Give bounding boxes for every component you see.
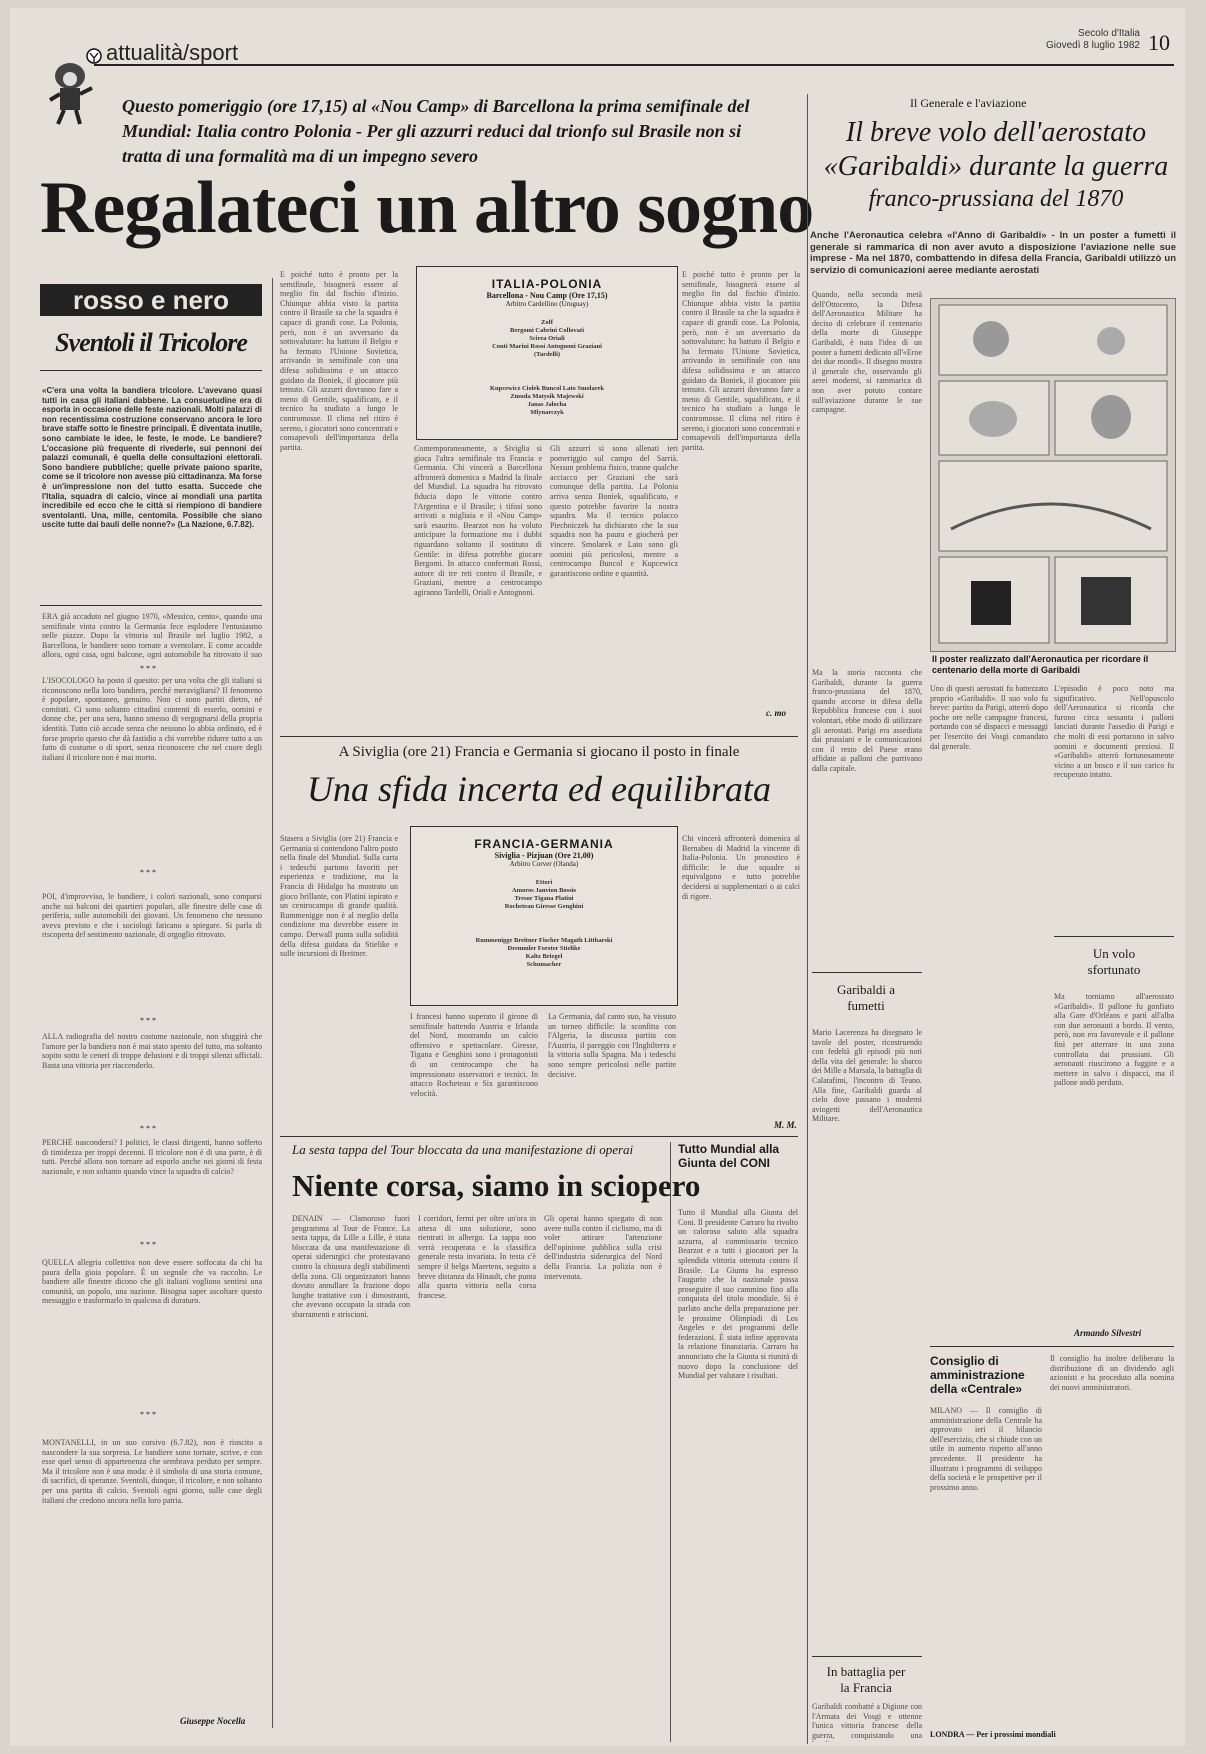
main-story-col-4: E poiché tutto è pronto per la semifinale, bisognerà essere al meglio fin dal fischio d'inizio. Chiunque abbia visto la partita contro il Brasile sa che la squadra è capace di grandi cose. La Polonia, però, non è un avversario da sottovalutare: ha battuto il Belgio e ha fermato l'Unione Sovietica, arrivando in semifinale con una difesa solidissima e un attacco guidato da Boniek, il giocatore più temuto. Gli azzurri dovranno fare a meno di Gentile, squalificato, e il tecnico ha studiato a lungo le contromosse. Il clima nel ritiro è sereno, i giocatori sono concentrati e consapevoli dell'importanza della partita. bbox=[682, 270, 800, 452]
lineup-venue: Barcellona - Nou Camp (Ore 17,15) bbox=[486, 291, 608, 300]
sidebar-byline: Giuseppe Nocella bbox=[180, 1716, 246, 1726]
lineup-box-francia-germania bbox=[410, 826, 678, 1006]
aerostat-headline-3: franco-prussiana del 1870 bbox=[868, 186, 1124, 212]
tour-story-col-2: I corridori, fermi per oltre un'ora in attesa di una soluzione, sono rientrati in albergo. La tappa non verrà recuperata e la classifica generale resta invariata. In testa c'è sempre il belga Maertens, seguito a breve distanza da Hinault, che punta alla quarta vittoria nella corsa francese. bbox=[418, 1214, 536, 1300]
sidebar-para-6: QUELLA allegria collettiva non deve essere soffocata da chi ha paura della gioia popolare. È un segnale che va raccolto. Le bandiere alle finestre dicono che gli italiani vogliono sentirsi una comunità, un popolo, una nazione. Bisogna saper ascoltare questo messaggio e trasformarlo in qualcosa di duraturo. bbox=[42, 1258, 262, 1306]
illustration-caption: Il poster realizzato dall'Aeronautica per ricordare il centenario della morte di Garibaldi bbox=[932, 654, 1149, 675]
council-box-title: Consiglio di amministrazione della «Centrale» bbox=[930, 1354, 1025, 1396]
tour-story-col-1: DENAIN — Clamoroso fuori programma al Tour de France. La sesta tappa, da Lille a Lille, è stata bloccata da una manifestazione di operai siderurgici che protestavano contro la chiusura degli stabilimenti della zona. Gli organizzatori hanno dovuto annullare la frazione dopo lunghe trattative con i dimostranti, che avevano occupato la strada con sbarramenti e striscioni. bbox=[292, 1214, 410, 1319]
section-label: attualità/sport bbox=[106, 40, 239, 65]
lineup-germany: Rummenigge Breitner Fischer Magath Littbarski Dremmler Forster Stielike Kaltz Briegel Schumacher bbox=[475, 937, 613, 968]
lineup-poland: Kupcewicz Ciolek Buncol Lato Smolarek Zmuda Matysik Majewski Janas Jalocha Mlynarczyk bbox=[490, 385, 604, 416]
box-battaglia-title: In battaglia per la Francia bbox=[826, 1664, 906, 1695]
aerostat-col-1: Quando, nella seconda metà dell'Ottocento, la Difesa dell'Aeronautica Militare ha deciso di celebrare il centenario della morte di Giuseppe Garibaldi, è nata l'idea di un poster a fumetti dedicato all'«Eroe dei due mondi». Il disegno mostra il generale che, osservando gli aerei moderni, si rammarica di non aver potuto contare sull'aviazione durante le sue campagne. bbox=[812, 290, 922, 415]
tour-story-headline: Niente corsa, siamo in sciopero bbox=[292, 1168, 701, 1203]
lineup2-title: FRANCIA-GERMANIA bbox=[474, 837, 614, 851]
aerostat-summary: Anche l'Aeronautica celebra «l'Anno di Garibaldi» - In un poster a fumetti il generale si rammarica di non aver avuto a disposizione l'aviazione nelle sue imprese - Ma nel 1870, combattendo in difesa della Francia, Garibaldi utilizzò un servizio di comunicazioni aeree mediante aerostati bbox=[810, 230, 1176, 276]
second-story-col-2: I francesi hanno superato il girone di semifinale battendo Austria e Irlanda del Nord, mostrando un calcio offensivo e spettacolare. Giresse, Tigana e Genghini sono i protagonisti di un centrocampo che ha impressionato osservatori e tecnici. In attacco Rocheteau e Six garantiscono velocità. bbox=[410, 1012, 538, 1098]
page-number: 10 bbox=[1148, 30, 1170, 55]
second-story-headline: Una sfida incerta ed equilibrata bbox=[307, 769, 771, 809]
sidebar-para-3: POI, d'improvviso, le bandiere, i colori nazionali, sono comparsi anche sui balconi dei quartieri popolari, alle finestre delle case di periferia, sulle automobili dei giovani. Un fenomeno che nessuno aveva previsto e che i sociologi faticano a spiegare. Si parla di riscoperta del sentimento nazionale, di orgoglio ritrovato. bbox=[42, 892, 262, 940]
main-headline: Regalateci un altro sogno bbox=[40, 167, 814, 249]
box-volo-title: Un volo sfortunato bbox=[1087, 946, 1141, 977]
lineup-title: ITALIA-POLONIA bbox=[491, 277, 603, 291]
box-volo-body: Ma torniamo all'aerostato «Garibaldi». Il pallone fu gonfiato alla Gare d'Orléans e partì all'alba con due aeronauti a bordo. Il vento, però, non era favorevole e il pallone finì per atterrare in una zona controllata dai prussiani. Gli aeronauti riuscirono a fuggire e a mettere in salvo i dispacci, ma il pallone andò perduto. bbox=[1054, 992, 1174, 1088]
second-story-col-3: La Germania, dal canto suo, ha vissuto un torneo difficile: la sconfitta con l'Algeria, la discussa partita con l'Austria, il pareggio con l'Inghilterra e la vittoria sulla Spagna. Ma i tedeschi sono sempre pericolosi nelle partite decisive. bbox=[548, 1012, 676, 1079]
main-story-col-2: Contemporaneamente, a Siviglia si gioca l'altra semifinale tra Francia e Germania. Chi vincerà a Barcellona affronterà domenica a Madrid la finale del Mundial. La squadra ha ritrovato fiducia dopo le vittorie contro l'Argentina e il Brasile; i tifosi sono arrivati a migliaia e il «Nou Camp» sarà esaurito. Bearzot non ha voluto anticipare la formazione ma i dubbi riguardano soltanto il sostituto di Gentile: in difesa potrebbe giocare Bergomi. In attacco confermati Rossi, autore di tre reti contro il Brasile, e Graziani, mentre a centrocampo agiranno Tardelli, Oriali e Antognoni. bbox=[414, 444, 542, 597]
second-story-col-1: Stasera a Siviglia (ore 21) Francia e Germania si contendono l'altro posto nella finale del Mundial. Sulla carta i tedeschi partono favoriti per esperienza e tradizione, ma la Francia di Hidalgo ha mostrato un gioco brillante, con Platini ispirato e un centrocampo di grande qualità. Rummenigge non è al meglio della condizione ma dovrebbe essere in campo. Derwall punta sulla solidità della difesa guidata da Stielike e sulle incursioni di Breitner. bbox=[280, 834, 398, 959]
dateline bbox=[990, 28, 1140, 52]
sidebar-para-7: MONTANELLI, in un suo corsivo (6.7.82), non è riuscito a nascondere la sua sorpresa. Le bandiere sono tornate, scrive, e con esse quel senso di appartenenza che sembrava perduto per sempre. Ma il tricolore non è una moda: è il simbolo di una storia comune, di sacrifici, di speranze. Sventoli, dunque, il tricolore, e non soltanto per una partita di calcio. Sventoli ogni giorno, sulle case degli italiani che credono ancora nella loro patria. bbox=[42, 1438, 262, 1505]
sidebar-title: Sventoli il Tricolore bbox=[55, 328, 247, 357]
sidebar-para-2: L'ISOCOLOGO ha posto il quesito: per una volta che gli italiani si riconoscono nella loro bandiera, perché meravigliarsi? Il fenomeno è popolare, spontaneo, genuino. Non ci sono partiti dietro, né comitati. Ci sono soltanto cittadini contenti di esserlo, uomini e donne che, per una sera, hanno smesso di vergognarsi della propria identità. Tutto ciò accade senza che nessuno lo abbia ordinato, ed è forse proprio questo che dà fastidio a chi vorrebbe ridurre tutto a un fatto di costume o di sport, senza riconoscere che nel cuore degli italiani il tricolore non è mai morto. bbox=[42, 676, 262, 762]
council-box-body-2: Il consiglio ha inoltre deliberato la distribuzione di un dividendo agli azionisti e ha proceduto alla nomina dei nuovi amministratori. bbox=[1050, 1354, 1174, 1392]
tour-story-col-3: Gli operai hanno spiegato di non avere nulla contro il ciclismo, ma di voler attirare l'attenzione dell'opinione pubblica sulla crisi dell'industria siderurgica del Nord della Francia. La polizia non è intervenuta. bbox=[544, 1214, 662, 1281]
sidebar-para-4: ALLA radiografia del nostro costume nazionale, non sfuggirà che l'amore per la bandiera non è mai stato spento del tutto, ma soltanto sopito sotto le ceneri di troppe delusioni e di troppi silenzi ufficiali. Basta una vittoria per riaccenderlo. bbox=[42, 1032, 262, 1070]
council-box-body: MILANO — Il consiglio di amministrazione della Centrale ha approvato ieri il bilancio dell'esercizio, che si chiude con un utile in aumento rispetto all'anno precedente. Il presidente ha illustrato i programmi di sviluppo della società e le prospettive per il prossimo anno. bbox=[930, 1406, 1042, 1492]
lineup-box-italia-polonia bbox=[416, 266, 678, 440]
sidebar-tag bbox=[40, 284, 262, 316]
aerostat-headline bbox=[818, 116, 1174, 214]
second-story-kicker: A Siviglia (ore 21) Francia e Germania si giocano il posto in finale bbox=[338, 744, 740, 760]
council-footer: LONDRA — Per i prossimi mondiali bbox=[930, 1730, 1056, 1739]
coni-box-body: Tutto il Mundial alla Giunta del Coni. Il presidente Carraro ha rivolto un caloroso saluto alla squadra azzurra, al commissario tecnico Bearzot e a tutti i giocatori per la splendida vittoria ottenuta contro il Brasile. La Giunta ha espresso l'augurio che la nazionale possa proseguire il suo cammino fino alla conquista del titolo mondiale. Si è parlato anche della preparazione per le prossime Olimpiadi di Los Angeles e dei programmi delle federazioni. È stata infine approvata la relazione finanziaria. Carraro ha annunciato che la Giunta si riunirà di nuovo dopo la conclusione del Mundial per valutare i risultati. bbox=[678, 1208, 798, 1381]
main-story-col-1: E poiché tutto è pronto per la semifinale, bisognerà essere al meglio fin dal fischio d'inizio. Chiunque abbia visto la partita contro il Brasile sa che la squadra è capace di grandi cose. La Polonia, però, non è un avversario da sottovalutare: ha battuto il Belgio e ha fermato l'Unione Sovietica, arrivando in semifinale con una difesa solidissima e un attacco guidato da Boniek, il giocatore più temuto. Gli azzurri dovranno fare a meno di Gentile, squalificato, e il tecnico ha studiato a lungo le contromosse. Il clima nel ritiro è sereno, i giocatori sono concentrati e consapevoli dell'importanza della partita. bbox=[280, 270, 398, 452]
lineup-france: Ettori Amoros Janvion Bossis Tresor Tigana Platini Rocheteau Giresse Genghini bbox=[504, 879, 584, 910]
garibaldi-poster-illustration bbox=[930, 298, 1176, 652]
aerostat-col-2: Ma la storia racconta che Garibaldi, durante la guerra franco-prussiana del 1870, quando accorse in difesa della Repubblica francese con i suoi volontari, ebbe modo di utilizzare gli aerostati. Parigi era assediata dai prussiani e le comunicazioni con il resto del Paese erano affidate ai palloni che partivano dalla capitale. bbox=[812, 668, 922, 773]
sidebar-para-5: PERCHÉ nascondersi? I politici, le classi dirigenti, hanno sofferto di timidezza per troppi decenni. Il tricolore non è di una parte, è di tutti. Perché allora non tornare ad esporlo anche nei giorni di festa nazionale, e non soltanto quando vince la squadra di calcio? bbox=[42, 1138, 262, 1176]
lineup-italy: Zoff Bergomi Cabrini Collovati Scirea Oriali Conti Marini Rossi Antognoni Graziani (Tardelli) bbox=[492, 319, 602, 358]
aerostat-byline: Armando Silvestri bbox=[1074, 1328, 1142, 1338]
lineup2-referee: Arbitro Corver (Olanda) bbox=[509, 860, 579, 868]
lineup-referee: Arbitro Cardellino (Uruguay) bbox=[505, 300, 589, 308]
newspaper-page: attualità/sport Secolo d'Italia Giovedì 8 luglio 1982 10 Questo pomeriggio (ore 17,15) al «Nou Camp» di Barcellona la prima semifinale del Mundial: Italia contro Polonia - Per gli azzurri reduci dal trionfo sul Brasile non si tratta di una formalità ma di un impegno severo Regalateci un altro sogno rosso e nero Sventoli il Tricolore «C'era una volta la bandiera tricolore. L'avevano quasi tutti in casa gli italiani dabbene. La consuetudine era di esporla in occasione delle feste nazionali. Molti palazzi di non recentissima costruzione conservano ancora le loro brave staffe sotto le finestre principali. È diventata inutile, sono cambiate le idee, le feste, le mode. Le bandiere? L'occasione più frequente di rivederle, sui pennoni dei palazzi comunali, è quella delle consultazioni elettorali. Sono bandiere pubbliche; quelle private paiono sparite, come se il tricolore non avesse più cittadinanza. Ma forse è un'impressione non del tutto esatta. Succede che l'Italia, squadra di calcio, vince ai mondiali una partita incredibile ed ecco che le città si riempiono di bandiere sventolanti. Una, mille, centomila. Possibile che siano uscite tutte dai bauli delle nonne?» (La Nazione, 6.7.82). ERA già accaduto nel giugno 1970, «Messico, cento», quando una semifinale vinta contro la Germania fece esplodere l'entusiasmo nelle piazze. Dopo la vittoria sul Brasile nel luglio 1982, a Barcellona, le bandiere sono tornate a sventolare. E come accadde allora, ogni casa, ogni balcone, ogni automobile ha ritrovato il suo * * * L'ISOCOLOGO ha posto il quesito: per una volta che gli italiani si riconoscono nella loro bandiera, perché meravigliarsi? Il fenomeno è popolare, spontaneo, genuino. Non ci sono partiti dietro, né comitati. Ci sono soltanto cittadini contenti di esserlo, uomini e donne che, per una sera, hanno smesso di vergognarsi della propria identità. Tutto ciò accade senza che nessuno lo abbia ordinato, ed è forse proprio questo che dà fastidio a chi vorrebbe ridurre tutto a un fatto di costume o di sport, senza riconoscere che nel cuore degli italiani il tricolore non è mai morto. * * * POI, d'improvviso, le bandiere, i colori nazionali, sono comparsi anche sui balconi dei quartieri popolari, alle finestre delle case di periferia, sulle automobili dei giovani. Un fenomeno che nessuno aveva previsto e che i sociologi faticano a spiegare. Si parla di riscoperta del sentimento nazionale, di orgoglio ritrovato. * * * ALLA radiografia del nostro costume nazionale, non sfuggirà che l'amore per la bandiera non è mai stato spento del tutto, ma soltanto sopito sotto le ceneri di troppe delusioni e di troppi silenzi ufficiali. Basta una vittoria per riaccenderlo. * * * PERCHÉ nascondersi? I politici, le classi dirigenti, hanno sofferto di timidezza per troppi decenni. Il tricolore non è di una parte, è di tutti. Perché allora non tornare ad esporlo anche nei giorni di festa nazionale, e non soltanto quando vince la squadra di calcio? * * * QUELLA allegria collettiva non deve essere soffocata da chi ha paura della gioia popolare. È un segnale che va raccolto. Le bandiere alle finestre dicono che gli italiani vogliono sentirsi una comunità, un popolo, una nazione. Bisogna saper ascoltare questo messaggio e trasformarlo in qualcosa di duraturo. * * * MONTANELLI, in un suo corsivo (6.7.82), non è riuscito a nascondere la sua sorpresa. Le bandiere sono tornate, scrive, e con esse quel senso di appartenenza che sembrava perduto per sempre. Ma il tricolore non è una moda: è il simbolo di una storia comune, di sacrifici, di speranze. Sventoli, dunque, il tricolore, e non soltanto per una partita di calcio. Sventoli ogni giorno, sulle case degli italiani che credono ancora nella loro patria. Giuseppe Nocella E poiché tutto è pronto per la semifinale, bisognerà essere al meglio fin dal fischio d'inizio. Chiunque abbia visto la partita contro il Brasile sa che la squadra è capace di grandi cose. La Polonia, però, non è un avversario da sottovalutare: ha battuto il Belgio e ha fermato l'Unione Sovietica, arrivando in semifinale con una difesa solidissima e un attacco guidato da Boniek, il giocatore più temuto. Gli azzurri dovranno fare a meno di Gentile, squalificato, e il tecnico ha studiato a lungo le contromosse. Il clima nel ritiro è sereno, i giocatori sono concentrati e consapevoli dell'importanza della partita. ITALIA-POLONIA Barcellona - Nou Camp (Ore 17,15) Arbitro Cardellino (Uruguay) Zoff Bergomi Cabrini Collovati Scirea Oriali Conti Marini Rossi Antognoni Graziani (Tardelli) Kupcewicz Ciolek Buncol Lato Smolarek Zmuda Matysik Majewski Janas Jalocha Mlynarczyk Contemporaneamente, a Siviglia si gioca l'altra semifinale tra Francia e Germania. Chi vincerà a Barcellona affronterà domenica a Madrid la finale del Mundial. La squadra ha ritrovato fiducia dopo le vittorie contro l'Argentina e il Brasile; i tifosi sono arrivati a migliaia e il «Nou Camp» sarà esaurito. Bearzot non ha voluto anticipare la formazione ma i dubbi riguardano soltanto il sostituto di Gentile: in difesa potrebbe giocare Bergomi. In attacco confermati Rossi, autore di tre reti contro il Brasile, e Graziani, mentre a centrocampo agiranno Tardelli, Oriali e Antognoni. Gli azzurri si sono allenati ieri pomeriggio sul campo del Sarrià. Nessun problema fisico, tranne qualche acciacco per Graziani che sarà comunque della partita. La Polonia arriva senza Boniek, squalificato, e questo potrebbe favorire la nostra squadra. Ma il tecnico polacco Piechniczek ha dichiarato che la sua squadra non ha paura e giocherà per vincere. Smolarek e Lato sono gli uomini più pericolosi, mentre a centrocampo Buncol e Kupcewicz garantiscono ordine e quantità. E poiché tutto è pronto per la semifinale, bisognerà essere al meglio fin dal fischio d'inizio. Chiunque abbia visto la partita contro il Brasile sa che la squadra è capace di grandi cose. La Polonia, però, non è un avversario da sottovalutare: ha battuto il Belgio e ha fermato l'Unione Sovietica, arrivando in semifinale con una difesa solidissima e un attacco guidato da Boniek, il giocatore più temuto. Gli azzurri dovranno fare a meno di Gentile, squalificato, e il tecnico ha studiato a lungo le contromosse. Il clima nel ritiro è sereno, i giocatori sono concentrati e consapevoli dell'importanza della partita. c. mo A Siviglia (ore 21) Francia e Germania si giocano il posto in finale Una sfida incerta ed equilibrata Stasera a Siviglia (ore 21) Francia e Germania si contendono l'altro posto nella finale del Mundial. Sulla carta i tedeschi partono favoriti per esperienza e tradizione, ma la Francia di Hidalgo ha mostrato un gioco brillante, con Platini ispirato e un centrocampo di grande qualità. Rummenigge non è al meglio della condizione ma dovrebbe essere in campo. Derwall punta sulla solidità della difesa guidata da Stielike e sulle incursioni di Breitner. FRANCIA-GERMANIA Siviglia - Pizjuan (Ore 21,00) Arbitro Corver (Olanda) Ettori Amoros Janvion Bossis Tresor Tigana Platini Rocheteau Giresse Genghini Rummenigge Breitner Fischer Magath Littbarski Dremmler Forster Stielike Kaltz Briegel Schumacher I francesi hanno superato il girone di semifinale battendo Austria e Irlanda del Nord, mostrando un calcio offensivo e spettacolare. Giresse, Tigana e Genghini sono i protagonisti di un centrocampo che ha impressionato osservatori e tecnici. In attacco Rocheteau e Six garantiscono velocità. La Germania, dal canto suo, ha vissuto un torneo difficile: la sconfitta con l'Algeria, la discussa partita con l'Austria, il pareggio con l'Inghilterra e la vittoria sulla Spagna. Ma i tedeschi sono sempre pericolosi nelle partite decisive. Chi vincerà affronterà domenica al Bernabeu di Madrid la vincente di Italia-Polonia. Un pronostico è difficile: le due squadre si equivalgono e tutto potrebbe decidersi ai supplementari o ai calci di rigore. M. M. La sesta tappa del Tour bloccata da una manifestazione di operai Niente corsa, siamo in sciopero DENAIN — Clamoroso fuori programma al Tour de France. La sesta tappa, da Lille a Lille, è stata bloccata da una manifestazione di operai siderurgici che protestavano contro la chiusura degli stabilimenti della zona. Gli organizzatori hanno dovuto annullare la frazione dopo lunghe trattative con i dimostranti, che avevano occupato la strada con sbarramenti e striscioni. I corridori, fermi per oltre un'ora in attesa di una soluzione, sono rientrati in albergo. La tappa non verrà recuperata e la classifica generale resta invariata. In testa c'è sempre il belga Maertens, seguito a breve distanza da Hinault, che punta alla quarta vittoria nella corsa francese. Gli operai hanno spiegato di non avere nulla contro il ciclismo, ma di voler attirare l'attenzione dell'opinione pubblica sulla crisi dell'industria siderurgica del Nord della Francia. La polizia non è intervenuta. Tutto Mundial alla Giunta del CONI Tutto il Mundial alla Giunta del Coni. Il presidente Carraro ha rivolto un caloroso saluto alla squadra azzurra, al commissario tecnico Bearzot e a tutti i giocatori per la splendida vittoria ottenuta contro il Brasile. La Giunta ha espresso l'augurio che la nazionale possa proseguire il suo cammino fino alla conquista del titolo mondiale. Si è parlato anche della preparazione per le prossime Olimpiadi di Los Angeles e dei programmi delle federazioni. È stata infine approvata la relazione finanziaria. Carraro ha annunciato che la Giunta si riunirà di nuovo dopo la conclusione del Mundial per valutare i risultati. Il Generale e l'aviazione Il breve volo dell'aerostato «Garibaldi» durante la guerra franco-prussiana del 1870 Anche l'Aeronautica celebra «l'Anno di Garibaldi» - In un poster a fumetti il generale si rammarica di non aver avuto a disposizione l'aviazione nelle sue imprese - Ma nel 1870, combattendo in difesa della Francia, Garibaldi utilizzò un servizio di comunicazioni aeree mediante aerostati Quando, nella seconda metà dell'Ottocento, la Difesa dell'Aeronautica Militare ha deciso di celebrare il centenario della morte di Giuseppe Garibaldi, è nata l'idea di un poster a fumetti dedicato all'«Eroe dei due mondi». Il disegno mostra il generale che, osservando gli aerei moderni, si rammarica di non aver potuto contare sull'aviazione durante le sue campagne. Il poster realizzato dall'Aeronautica per ricordare il centenario della morte di Garibaldi Ma la storia racconta che Garibaldi, durante la guerra franco-prussiana del 1870, quando accorse in difesa della Repubblica francese con i suoi volontari, ebbe modo di utilizzare gli aerostati. Parigi era assediata dai prussiani e le comunicazioni con il resto del Paese erano affidate ai palloni che partivano dalla capitale. Uno di questi aerostati fu battezzato proprio «Garibaldi». Il suo volo fu breve: partito da Parigi, atterrò dopo poche ore nelle campagne francesi, portando con sé dispacci e messaggi per l'esercito dei Vosgi comandato dal generale. L'episodio è poco noto ma significativo. Nell'opuscolo dell'Aeronautica si ricorda che furono circa sessanta i palloni lanciati durante l'assedio di Parigi e che molti di essi portarono in salvo uomini e documenti preziosi. Il «Garibaldi» atterrò fortunosamente vicino a un bosco e il suo carico fu recuperato intatto. Un volo sfortunato Ma torniamo all'aerostato «Garibaldi». Il pallone fu gonfiato alla Gare d'Orléans e partì all'alba con due aeronauti a bordo. Il vento, però, non era favorevole e il pallone finì per atterrare in una zona controllata dai prussiani. Gli aeronauti riuscirono a fuggire e a mettere in salvo i dispacci, ma il pallone andò perduto. Armando Silvestri Garibaldi a fumetti Mario Lacerenza ha disegnato le tavole del poster, ricostruendo con fedeltà gli episodi più noti della vita del generale: lo sbarco dei Mille a Marsala, la battaglia di Calatafimi, l'incontro di Teano. Alla fine, Garibaldi guarda al cielo dove passano i moderni aviogetti dell'Aeronautica Militare. In battaglia per la Francia Garibaldi combatté a Digione con l'Armata dei Vosgi e ottenne l'unica vittoria francese della guerra, conquistando una Consiglio di amministrazione della «Centrale» MILANO — Il consiglio di amministrazione della Centrale ha approvato ieri il bilancio dell'esercizio, che si chiude con un utile in aumento rispetto all'anno precedente. Il presidente ha illustrato i programmi di sviluppo della società e le prospettive per il prossimo anno. Il consiglio ha inoltre deliberato la distribuzione di un dividendo agli azionisti e ha proceduto alla nomina dei nuovi amministratori. LONDRA — Per i prossimi mondiali bbox=[10, 8, 1185, 1746]
lineup2-venue: Siviglia - Pizjuan (Ore 21,00) bbox=[494, 851, 594, 860]
main-story-signoff: c. mo bbox=[766, 708, 786, 718]
box-fumetti-body: Mario Lacerenza ha disegnato le tavole del poster, ricostruendo con fedeltà gli episodi più noti della vita del generale: lo sbarco dei Mille a Marsala, la battaglia di Calatafimi, l'incontro di Teano. Alla fine, Garibaldi guarda al cielo dove passano i moderni aviogetti dell'Aeronautica Militare. bbox=[812, 1028, 922, 1124]
second-story-col-4: Chi vincerà affronterà domenica al Bernabeu di Madrid la vincente di Italia-Polonia. Un pronostico è difficile: le due squadre si equivalgono e tutto potrebbe decidersi ai supplementari o ai calci di rigore. bbox=[682, 834, 800, 901]
box-battaglia-body: Garibaldi combatté a Digione con l'Armata dei Vosgi e ottenne l'unica vittoria francese della guerra, conquistando una bbox=[812, 1702, 922, 1740]
aerostat-headline-1: Il breve volo dell'aerostato bbox=[845, 117, 1147, 148]
aerostat-kicker: Il Generale e l'aviazione bbox=[910, 96, 1027, 110]
second-story-signoff: M. M. bbox=[774, 1120, 797, 1130]
main-story-kicker: Questo pomeriggio (ore 17,15) al «Nou Camp» di Barcellona la prima semifinale del Mundial: Italia contro Polonia - Per gli azzurri reduci dal trionfo sul Brasile non si tratta di una formalità ma di un impegno severo bbox=[122, 96, 750, 166]
sidebar-intro: «C'era una volta la bandiera tricolore. L'avevano quasi tutti in casa gli italiani dabbene. La consuetudine era di esporla in occasione delle feste nazionali. Molti palazzi di non recentissima costruzione conservano ancora le loro brave staffe sotto le finestre principali. È diventata inutile, sono cambiate le idee, le feste, le mode. Le bandiere? L'occasione più frequente di rivederle, sui pennoni dei palazzi comunali, è quella delle consultazioni elettorali. Sono bandiere pubbliche; quelle private paiono sparite, come se il tricolore non avesse più cittadinanza. Ma forse è un'impressione non del tutto esatta. Succede che l'Italia, squadra di calcio, vince ai mondiali una partita incredibile ed ecco che le città si riempiono di bandiere sventolanti. Una, mille, centomila. Possibile che siano uscite tutte dai bauli delle nonne?» (La Nazione, 6.7.82). bbox=[42, 386, 262, 530]
aerostat-col-3: Uno di questi aerostati fu battezzato proprio «Garibaldi». Il suo volo fu breve: partito da Parigi, atterrò dopo poche ore nelle campagne francesi, portando con sé dispacci e messaggi per l'esercito dei Vosgi comandato dal generale. bbox=[930, 684, 1048, 751]
paper-name: Secolo d'Italia bbox=[1078, 28, 1140, 39]
main-story-col-3: Gli azzurri si sono allenati ieri pomeriggio sul campo del Sarrià. Nessun problema fisico, tranne qualche acciacco per Graziani che sarà comunque della partita. La Polonia arriva senza Boniek, squalificato, e questo potrebbe favorire la nostra squadra. Ma il tecnico polacco Piechniczek ha dichiarato che la sua squadra non ha paura e giocherà per vincere. Smolarek e Lato sono gli uomini più pericolosi, mentre a centrocampo Buncol e Kupcewicz garantiscono ordine e quantità. bbox=[550, 444, 678, 578]
box-fumetti-title: Garibaldi a fumetti bbox=[836, 982, 896, 1013]
coni-box-title: Tutto Mundial alla Giunta del CONI bbox=[678, 1142, 780, 1170]
issue-date: Giovedì 8 luglio 1982 bbox=[1046, 40, 1140, 51]
tour-story-kicker: La sesta tappa del Tour bloccata da una manifestazione di operai bbox=[292, 1142, 634, 1157]
aerostat-headline-2: «Garibaldi» durante la guerra bbox=[823, 151, 1169, 182]
sidebar-tag-text: rosso e nero bbox=[72, 285, 230, 315]
aerostat-col-4: L'episodio è poco noto ma significativo. Nell'opuscolo dell'Aeronautica si ricorda che furono circa sessanta i palloni lanciati durante l'assedio di Parigi e che molti di essi portarono in salvo uomini e documenti preziosi. Il «Garibaldi» atterrò fortunosamente vicino a un bosco e il suo carico fu recuperato intatto. bbox=[1054, 684, 1174, 780]
sidebar-para-1: ERA già accaduto nel giugno 1970, «Messico, cento», quando una semifinale vinta contro la Germania fece esplodere l'entusiasmo nelle piazze. Dopo la vittoria sul Brasile nel luglio 1982, a Barcellona, le bandiere sono tornate a sventolare. E come accadde allora, ogni casa, ogni balcone, ogni automobile ha ritrovato il suo bbox=[42, 612, 262, 660]
